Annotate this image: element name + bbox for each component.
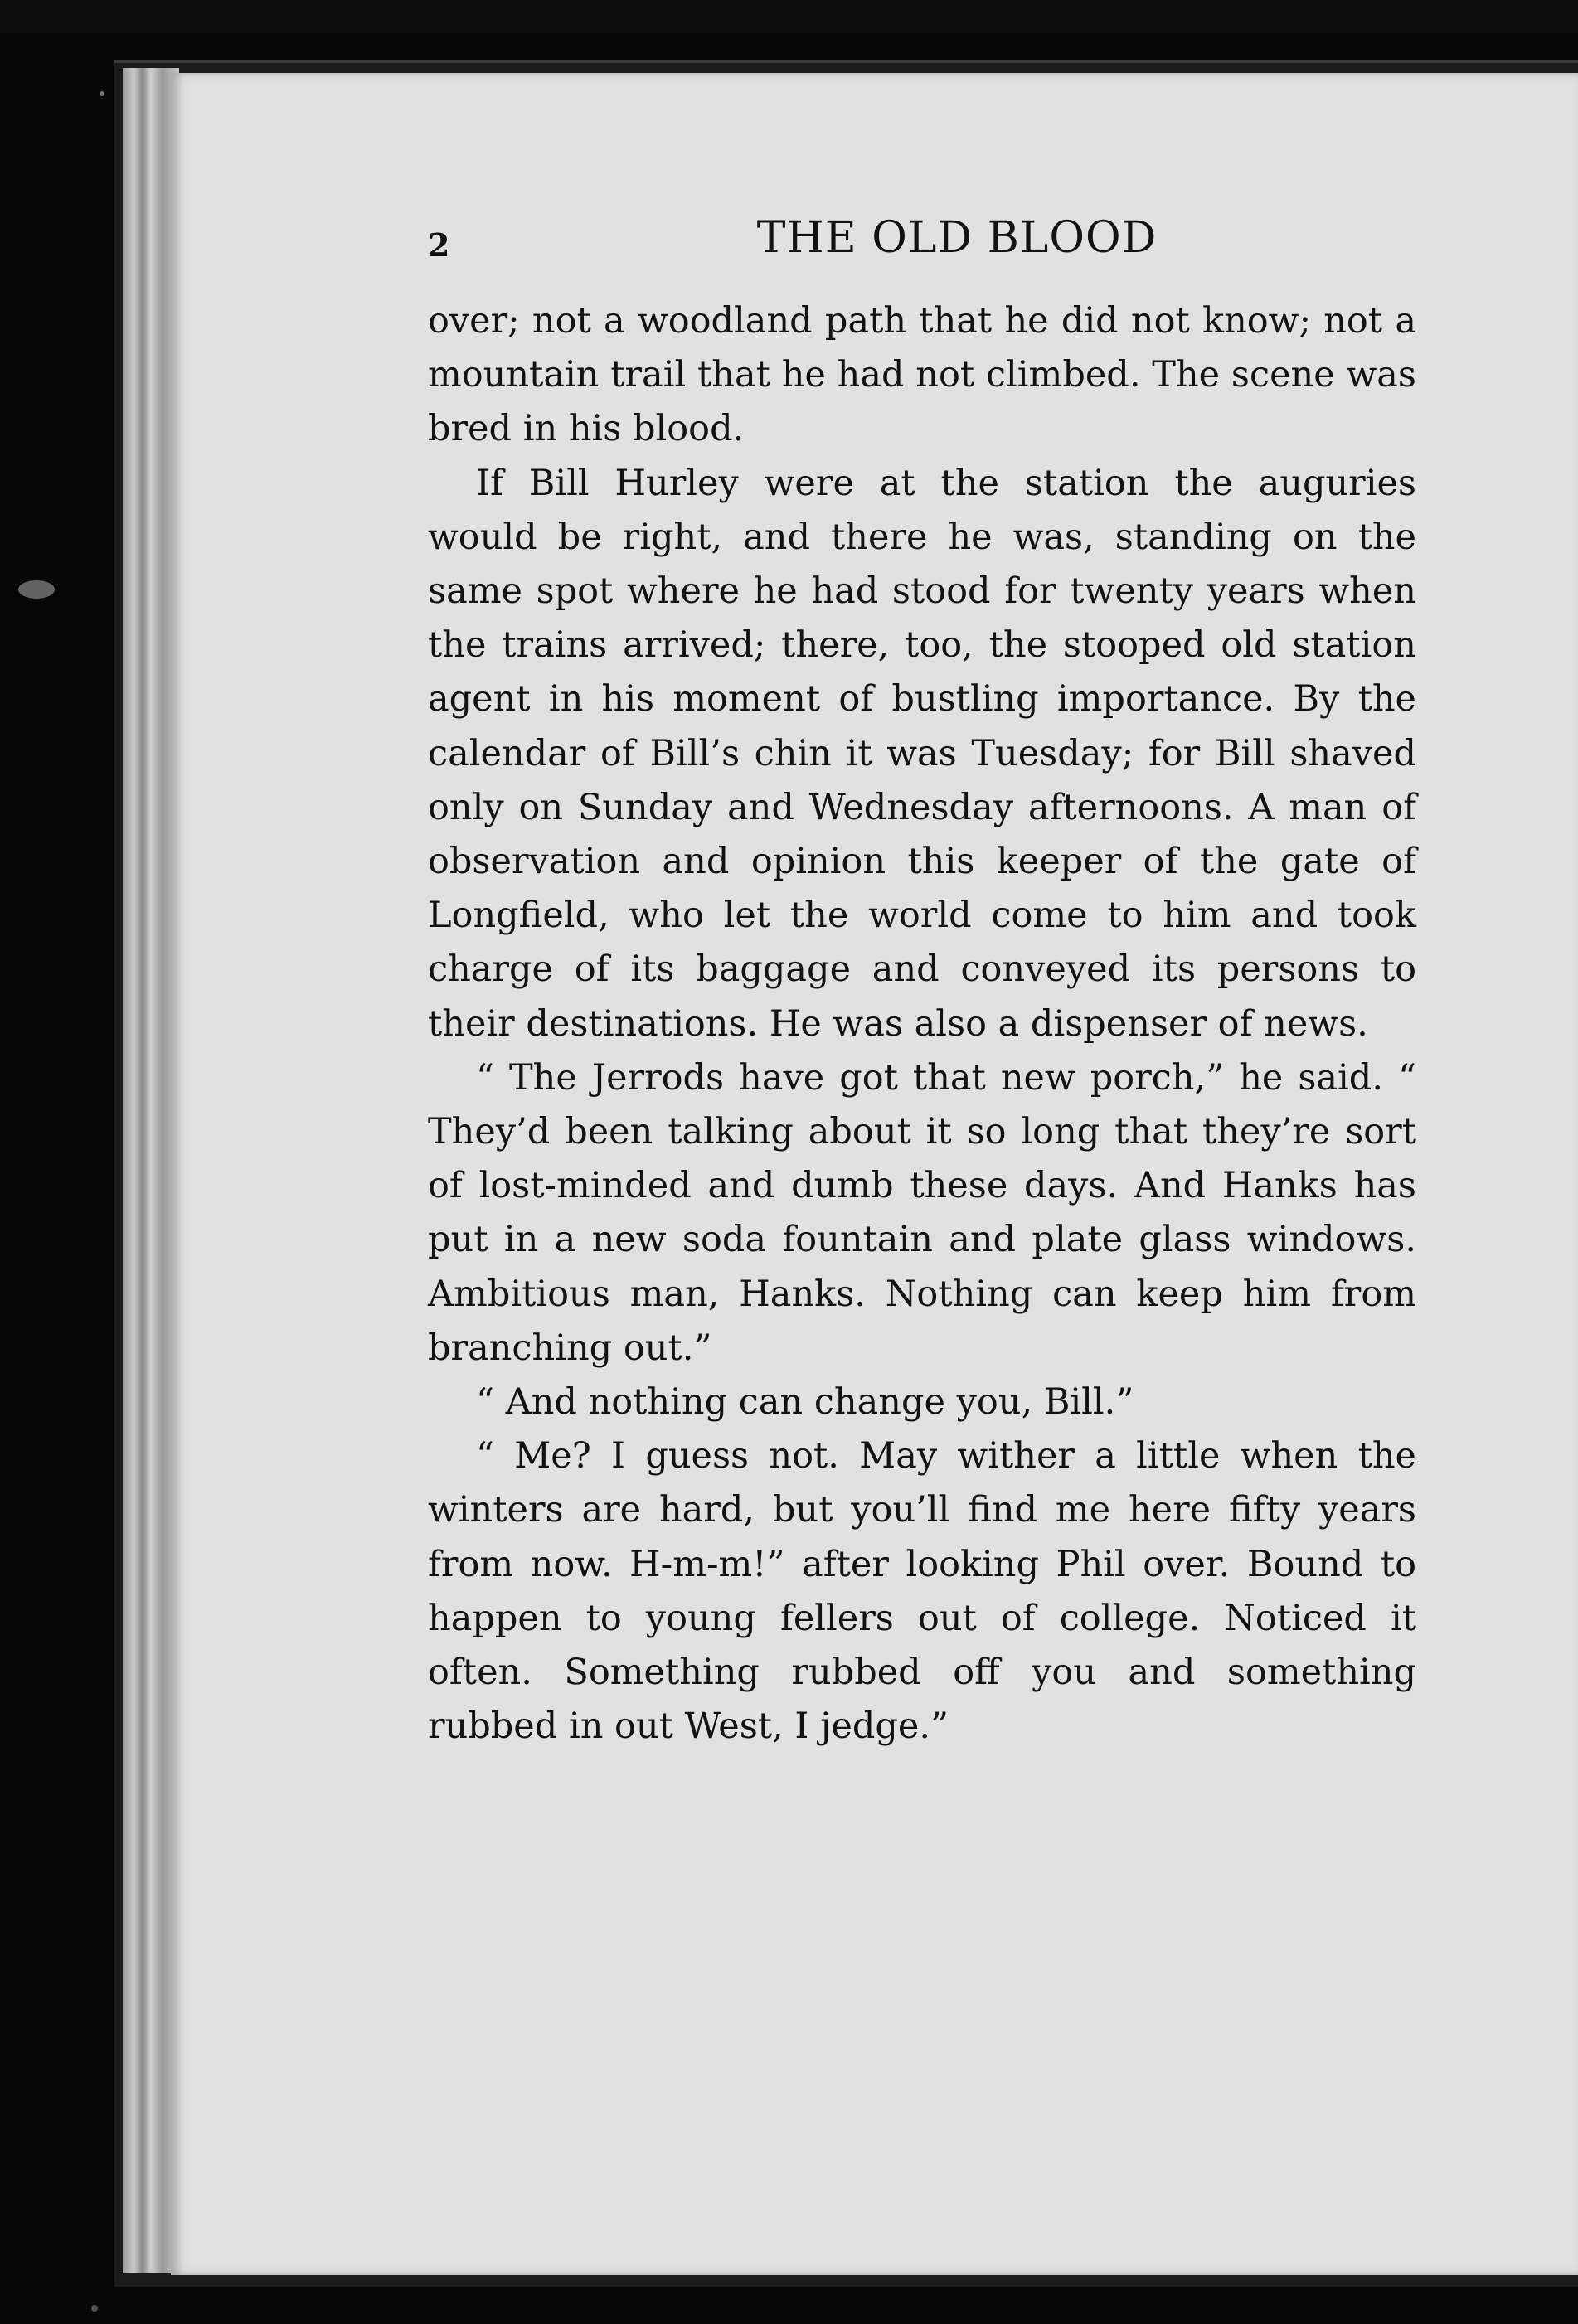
scan-speck [100, 91, 104, 96]
paragraph: “ Me? I guess not. May wither a little when the winters are hard, but you’ll find me here fifty years from now. H-m-m!” after looking Phil over. Bound to happen to young fellers out of college. Noticed it often. Something rubbed off you and something rubbed in out West, I jedge.” [428, 1435, 1416, 1748]
scan-edge [0, 0, 1578, 33]
scan-speck [91, 2305, 98, 2312]
paragraph: If Bill Hurley were at the station the auguries would be right, and there he was, standing on the same spot where he had stood for twenty years when the trains arrived; there, too, the stooped old station agent in his moment of bustling importance. By the calendar of Bill’s chin it was Tuesday; for Bill shaved only on Sunday and Wednesday afternoons. A man of observation and opinion this keeper of the gate of Longfield, who let the world come to him and took charge of its baggage and conveyed its persons to their destinations. He was also a dispenser of news. [428, 462, 1416, 1045]
running-head [428, 211, 1416, 294]
page-text-block [428, 211, 1416, 1754]
scan-speck [18, 580, 55, 599]
paragraph: “ And nothing can change you, Bill.” [476, 1381, 1134, 1424]
paragraph: “ The Jerrods have got that new porch,” he said. “ They’d been talking about it so long that they’re sort of lost-minded and dumb these days. And Hanks has put in a new soda fountain and plate glass windows. Ambitious man, Hanks. Nothing can keep him from branching out.” [428, 1056, 1416, 1369]
page-number: 2 [428, 226, 450, 264]
running-title: THE OLD BLOOD [756, 213, 1158, 263]
paragraph: over; not a woodland path that he did not know; not a mountain trail that he had not climbed. The scene was bred in his blood. [428, 300, 1416, 450]
